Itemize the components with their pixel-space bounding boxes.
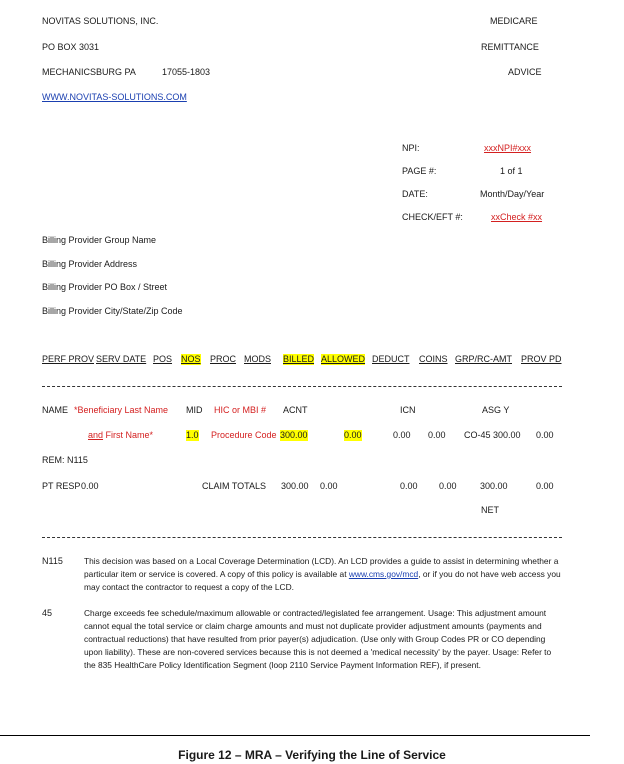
pt-resp-label: PT RESP	[42, 481, 81, 491]
col-proc: PROC	[210, 354, 237, 364]
total-allowed: 0.00	[320, 481, 338, 491]
col-billed: BILLED	[283, 354, 315, 364]
check-value-link: xxCheck #xx	[491, 212, 543, 222]
col-perf-prov: PERF PROV	[42, 354, 95, 364]
provider-city-state-zip: Billing Provider City/State/Zip Code	[42, 306, 183, 316]
col-prov-pd: PROV PD	[521, 354, 562, 364]
col-serv-date: SERV DATE	[96, 354, 147, 364]
page-value: 1 of 1	[500, 166, 523, 176]
total-prov-pd: 0.00	[536, 481, 554, 491]
figure-caption: Figure 12 – MRA – Verifying the Line of Service	[178, 748, 446, 762]
npi-label: NPI:	[402, 143, 420, 153]
name-label: NAME	[42, 405, 69, 415]
company-city-state: MECHANICSBURG PA	[42, 67, 136, 77]
npi-value: xxxNPI#xxx	[484, 143, 532, 153]
provider-group-name: Billing Provider Group Name	[42, 235, 157, 245]
note-n115-code: N115	[42, 556, 63, 566]
provider-address: Billing Provider Address	[42, 259, 138, 269]
col-deduct: DEDUCT	[372, 354, 410, 364]
note-n115-text-a: This decision was based on a Local Coverage Determination (LCD). An LCD provides a guide to assist in determining whether a particular item or service is covered. A copy of this policy is available at	[84, 556, 559, 579]
icn-label: ICN	[400, 405, 416, 415]
grp-rc-value: CO-45 300.00	[464, 430, 521, 440]
col-allowed: ALLOWED	[321, 354, 366, 364]
total-coins: 0.00	[439, 481, 457, 491]
allowed-value: 0.00	[344, 430, 362, 440]
title-medicare: MEDICARE	[490, 16, 538, 26]
total-billed: 300.00	[281, 481, 309, 491]
check-value	[491, 212, 542, 223]
note-45-text: Charge exceeds fee schedule/maximum allowable or contracted/legislated fee arrangement. Usage: This adjustment amount cannot equal the total service or claim charge amounts and must not duplicate provider adjustment amounts (payments and contractual reductions) that have resulted from prior payer(s) adjudication. (Use only with Group Codes PR or CO depending upon liability). These are non-covered services because this is not deemed a 'medical necessity' by the payer. Usage: Refer to the 835 HealthCare Policy Identification Segment (loop 2110 Service Payment Information REF), if present.	[84, 608, 552, 670]
col-nos: NOS	[181, 354, 201, 364]
date-value: Month/Day/Year	[480, 189, 545, 199]
col-grp-rc-amt: GRP/RC-AMT	[455, 354, 512, 364]
note-n115-text	[84, 555, 564, 594]
total-deduct: 0.00	[400, 481, 418, 491]
net-label: NET	[481, 505, 499, 515]
company-po-box: PO BOX 3031	[42, 42, 100, 52]
divider-dashed-bottom	[42, 537, 562, 538]
col-coins: COINS	[419, 354, 448, 364]
bottom-rule	[0, 735, 590, 736]
note-n115-link[interactable]: www.cms.gov/mcd	[348, 569, 419, 579]
billed-value: 300.00	[280, 430, 308, 440]
check-label: CHECK/EFT #:	[402, 212, 463, 222]
date-label: DATE:	[402, 189, 428, 199]
company-website-link[interactable]: WWW.NOVITAS-SOLUTIONS.COM	[42, 92, 187, 102]
total-grp: 300.00	[480, 481, 508, 491]
beneficiary-last-name: *Beneficiary Last Name	[74, 405, 169, 415]
asg-label: ASG Y	[482, 405, 510, 415]
beneficiary-first-name-and: and	[88, 430, 104, 440]
divider-dashed-top	[42, 386, 562, 387]
pt-resp-value: 0.00	[81, 481, 99, 491]
provider-po-box: Billing Provider PO Box / Street	[42, 282, 168, 292]
acnt-label: ACNT	[283, 405, 308, 415]
prov-pd-value: 0.00	[536, 430, 554, 440]
company-zip: 17055-1803	[162, 67, 211, 77]
claim-totals-label: CLAIM TOTALS	[202, 481, 267, 491]
beneficiary-first-name	[88, 430, 153, 441]
col-pos: POS	[153, 354, 173, 364]
company-name: NOVITAS SOLUTIONS, INC.	[42, 16, 159, 26]
title-advice: ADVICE	[508, 67, 542, 77]
nos-value: 1.0	[186, 430, 199, 440]
mid-label: MID	[186, 405, 203, 415]
note-45-code: 45	[42, 608, 53, 618]
rem-code: REM: N115	[42, 455, 88, 465]
note-n115-text-b: , or if you do not have web access you may contact the contractor to request a copy of the LCD.	[84, 569, 561, 592]
page-label: PAGE #:	[402, 166, 437, 176]
beneficiary-first-name-text: First Name*	[105, 430, 154, 440]
col-mods: MODS	[244, 354, 271, 364]
procedure-code: Procedure Code	[211, 430, 277, 440]
title-remittance: REMITTANCE	[481, 42, 539, 52]
coins-value: 0.00	[428, 430, 446, 440]
hic-mbi-label: HIC or MBI #	[214, 405, 267, 415]
deduct-value: 0.00	[393, 430, 411, 440]
